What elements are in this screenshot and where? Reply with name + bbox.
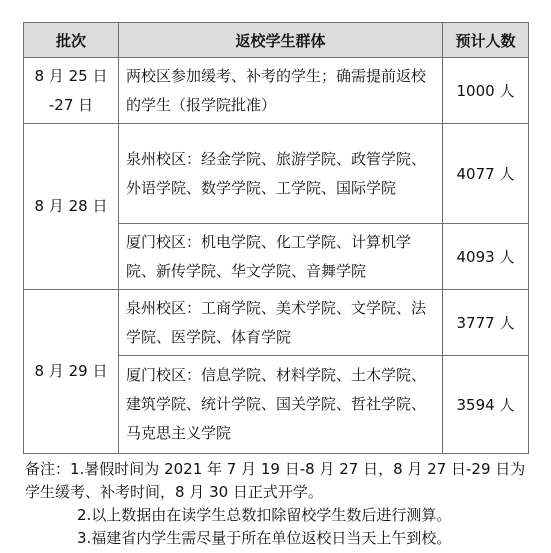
batch-date-cell: 8 月 29 日 bbox=[24, 290, 119, 454]
header-batch: 批次 bbox=[24, 23, 119, 58]
table-header-row bbox=[24, 23, 529, 58]
expected-count-cell: 1000 人 bbox=[443, 58, 529, 124]
student-group-cell: 厦门校区：信息学院、材料学院、土木学院、建筑学院、统计学院、国关学院、哲社学院、马克思主义学院 bbox=[119, 356, 443, 454]
table-row bbox=[24, 58, 529, 124]
header-student-group: 返校学生群体 bbox=[119, 23, 443, 58]
student-group-cell: 泉州校区：工商学院、美术学院、文学院、法学院、医学院、体育学院 bbox=[119, 290, 443, 356]
table-row bbox=[24, 290, 529, 356]
expected-count-cell: 3594 人 bbox=[443, 356, 529, 454]
expected-count-cell: 4077 人 bbox=[443, 124, 529, 224]
table-row bbox=[24, 124, 529, 224]
return-schedule-table bbox=[23, 22, 529, 454]
batch-date-line2: -27 日 bbox=[48, 95, 94, 114]
header-expected-count: 预计人数 bbox=[443, 23, 529, 58]
expected-count-cell: 3777 人 bbox=[443, 290, 529, 356]
student-group-cell: 厦门校区：机电学院、化工学院、计算机学院、新传学院、华文学院、音舞学院 bbox=[119, 224, 443, 290]
notes-section bbox=[25, 458, 540, 550]
batch-date-cell: 8 月 28 日 bbox=[24, 124, 119, 290]
batch-date-cell bbox=[24, 58, 119, 124]
note-1: 备注：1.暑假时间为 2021 年 7 月 19 日-8 月 27 日，8 月 27 日-29 日为学生缓考、补考时间，8 月 30 日正式开学。 bbox=[25, 460, 526, 501]
student-group-cell: 泉州校区：经金学院、旅游学院、政管学院、外语学院、数学学院、工学院、国际学院 bbox=[119, 124, 443, 224]
student-group-cell: 两校区参加缓考、补考的学生；确需提前返校的学生（报学院批准） bbox=[119, 58, 443, 124]
batch-date-line1: 8 月 25 日 bbox=[34, 66, 108, 85]
note-3: 3.福建省内学生需尽量于所在单位返校日当天上午到校。 bbox=[77, 529, 452, 547]
note-2: 2.以上数据由在读学生总数扣除留校学生数后进行测算。 bbox=[77, 506, 452, 524]
expected-count-cell: 4093 人 bbox=[443, 224, 529, 290]
